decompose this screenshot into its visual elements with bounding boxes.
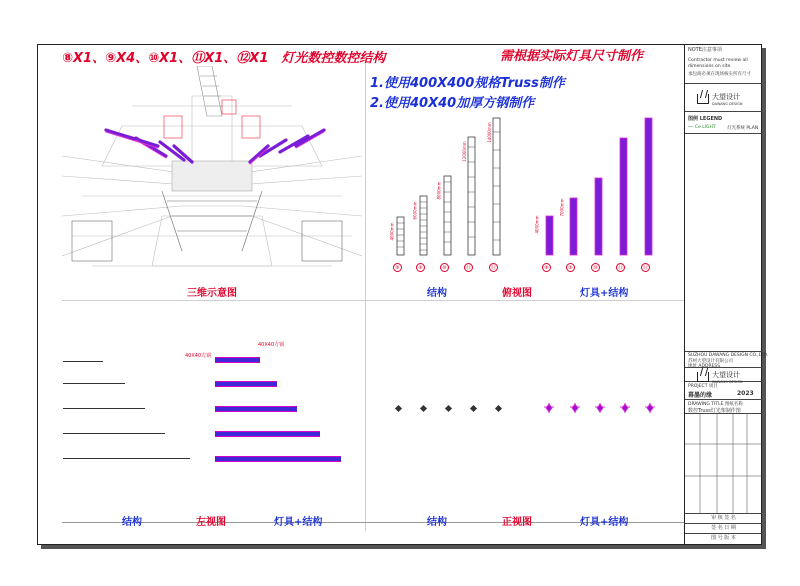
bar-lit-8: [215, 357, 260, 363]
caption-structure-front: 结构: [427, 517, 447, 528]
column-dimension: 8000mm: [436, 181, 442, 200]
caption-left-view: 左视图: [196, 517, 226, 528]
column-number-lights: ⑫: [642, 265, 648, 271]
caption-lights-top: 灯具+结构: [580, 288, 629, 299]
note-section: NOTE注意事项 Contractor must review all dimensions on site. 承包商必须在现场核实所有尺寸: [685, 44, 762, 84]
column-number-structure: ⑧: [393, 263, 402, 272]
column-number-structure: ⑪: [465, 265, 471, 271]
bar-lit-9: [215, 381, 277, 387]
bar-structure-10: [63, 408, 145, 409]
lit-dimension: 7000mm: [559, 198, 565, 217]
caption-top-view: 俯视图: [502, 288, 532, 299]
caption-front-view: 正视图: [502, 517, 532, 528]
caption-structure-left: 结构: [122, 517, 142, 528]
logo-mark-icon: [697, 372, 709, 382]
brand-logo: 大望设计 DAWANG DESIGN: [697, 92, 742, 106]
front-lit-row: [543, 402, 658, 416]
signature-grid: [685, 414, 762, 514]
column-number-lights: ⑧: [542, 263, 551, 272]
column-number-lights: ⑪: [617, 265, 623, 271]
legend-section: 图例 LEGEND ── Ce LIGHT 灯光系统 PLAN: [685, 112, 762, 134]
column-number-structure: ⑨: [416, 263, 425, 272]
column-dimension: 12000mm: [461, 141, 467, 162]
lit-dimension: 4000mm: [534, 215, 540, 234]
logo-bottom: 大望设计 DAWANG DESIGN: [685, 368, 762, 382]
3d-render: [62, 66, 362, 276]
column-dimension: 4000mm: [389, 222, 395, 241]
spec-line-1: 1.使用400X400规格Truss制作: [370, 76, 565, 91]
row-review: 审 核 签 名: [685, 514, 762, 524]
row-number: 图 号 版 本: [711, 535, 736, 541]
logo-mark-icon: [697, 94, 709, 104]
row-date: 签 名 日 期: [685, 524, 762, 534]
spec-line-2: 2.使用40X40加厚方钢制作: [370, 96, 535, 111]
caption-lights-left: 灯具+结构: [274, 517, 323, 528]
steel-note-1: 40X40方钢: [258, 342, 285, 348]
bar-lit-11: [215, 431, 320, 437]
divider-horizontal: [62, 300, 684, 301]
project-section: PROJECT 项目 幕墨的缘 2023: [685, 382, 762, 400]
blank-area: [685, 134, 762, 352]
drawing-title-section: DRAWING TITLE 图纸名称 数控Truss灯光架制作图: [685, 400, 762, 414]
main-title: ⑧X1、⑨X4、⑩X1、⑪X1、⑫X1 灯光数控数控结构: [62, 51, 386, 66]
logo-top: [685, 84, 762, 112]
column-dimension: 6000mm: [412, 201, 418, 220]
bar-structure-12: [63, 458, 190, 459]
bar-structure-11: [63, 433, 165, 434]
bar-structure-8: [63, 361, 103, 362]
notice-text: 需根据实际灯具尺寸制作: [500, 49, 644, 64]
column-dimension: 14000mm: [486, 122, 492, 143]
column-number-lights: ⑩: [591, 263, 600, 272]
bar-lit-12: [215, 456, 341, 462]
steel-note-2: 40X40方钢: [185, 353, 212, 359]
company-section: SUZHOU DAWANG DESIGN CO.,LTD. 苏州大望设计有限公司 地址 ADDRESS: [685, 352, 762, 368]
column-number-structure: ⑫: [490, 265, 496, 271]
signature-grid-lines: [685, 414, 762, 514]
caption-structure-top: 结构: [427, 288, 447, 299]
truss-columns: [380, 112, 680, 277]
bar-structure-9: [63, 383, 125, 384]
caption-3d: 三维示意图: [187, 288, 237, 299]
column-number-lights: ⑨: [566, 263, 575, 272]
column-number-structure: ⑩: [440, 263, 449, 272]
title-block: [684, 44, 769, 545]
bar-lit-10: [215, 406, 297, 412]
divider-vertical: [365, 64, 366, 531]
caption-lights-front: 灯具+结构: [580, 517, 629, 528]
